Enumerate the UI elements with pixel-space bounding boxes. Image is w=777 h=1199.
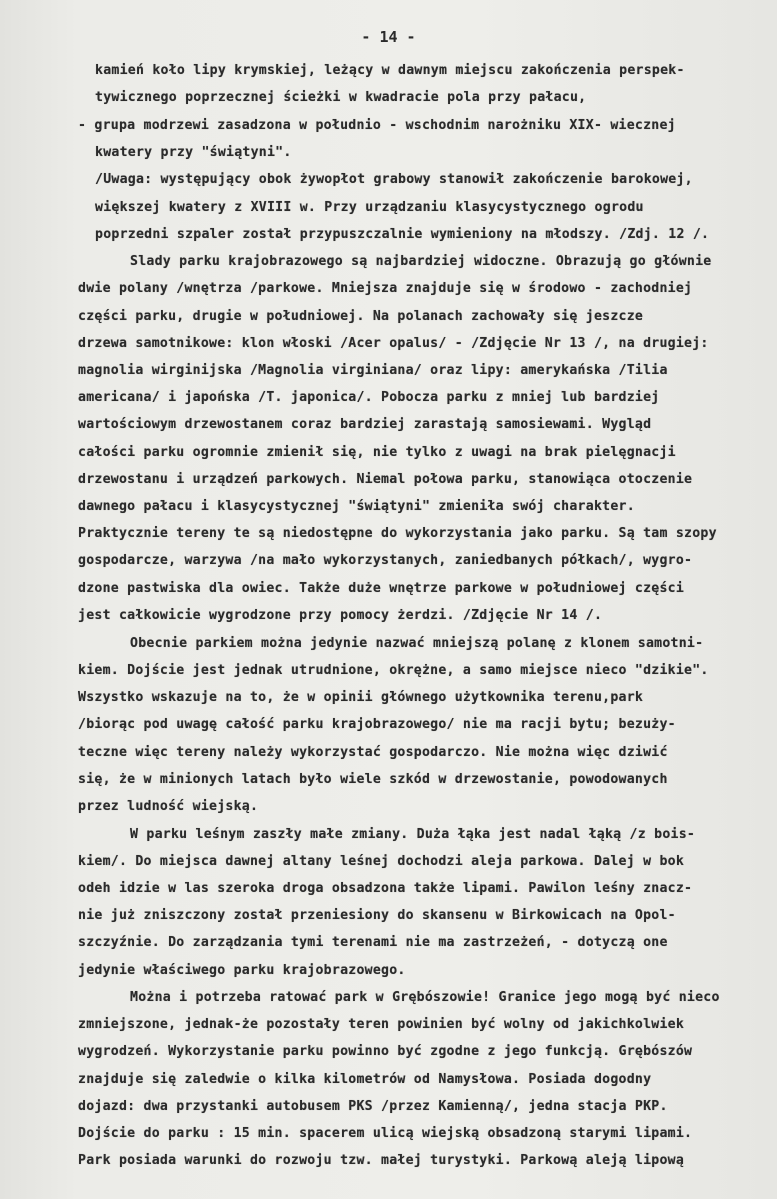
text-line: wartościowym drzewostanem coraz bardziej zarastają samosiewami. Wygląd	[78, 417, 652, 432]
text-line: dwie polany /wnętrza /parkowe. Mniejsza znajduje się w środowo - zachodniej	[78, 281, 693, 296]
text-line: Dojście do parku : 15 min. spacerem ulicą wiejską obsadzoną starymi lipami.	[78, 1126, 693, 1141]
text-line: jedynie właściwego parku krajobrazowego.	[78, 963, 406, 978]
text-line: dojazd: dwa przystanki autobusem PKS /przez Kamienną/, jedna stacja PKP.	[78, 1099, 668, 1114]
text-line: znajduje się zaledwie o kilka kilometrów od Namysłowa. Posiada dogodny	[78, 1072, 652, 1087]
text-line: kiem/. Do miejsca dawnej altany leśnej dochodzi aleja parkowa. Dalej w bok	[78, 854, 685, 869]
text-line: magnolia wirginijska /Magnolia virginiana/ oraz lipy: amerykańska /Tilia	[78, 363, 668, 378]
text-line: całości parku ogromnie zmienił się, nie tylko z uwagi na brak pielęgnacji	[78, 445, 676, 460]
page-number: - 14 -	[361, 28, 416, 46]
text-line: teczne więc tereny należy wykorzystać gospodarczo. Nie można więc dziwić	[78, 745, 668, 760]
text-line: /Uwaga: występujący obok żywopłot grabowy stanowił zakończenie barokowej,	[95, 172, 693, 187]
text-line: americana/ i japońska /T. japonica/. Pobocza parku z mniej lub bardziej	[78, 390, 660, 405]
text-line: odeh idzie w las szeroka droga obsadzona także lipami. Pawilon leśny znacz-	[78, 881, 693, 896]
text-line: drzewostanu i urządzeń parkowych. Niemal połowa parku, stanowiąca otoczenie	[78, 472, 693, 487]
text-line: tywicznego poprzecznej ścieżki w kwadracie pola przy pałacu,	[95, 90, 587, 105]
text-line: Można i potrzeba ratować park w Grębószowie! Granice jego mogą być nieco	[130, 990, 720, 1005]
text-line: zmniejszone, jednak-że pozostały teren powinien być wolny od jakichkolwiek	[78, 1017, 685, 1032]
text-line: gospodarcze, warzywa /na mało wykorzystanych, zaniedbanych półkach/, wygro-	[78, 553, 693, 568]
text-line: nie już zniszczony został przeniesiony do skansenu w Birkowicach na Opol-	[78, 908, 676, 923]
text-line: Obecnie parkiem można jedynie nazwać mniejszą polanę z klonem samotni-	[130, 636, 704, 651]
text-line: części parku, drugie w południowej. Na polanach zachowały się jeszcze	[78, 309, 644, 324]
text-line: Praktycznie tereny te są niedostępne do wykorzystania jako parku. Są tam szopy	[78, 526, 717, 541]
text-line: W parku leśnym zaszły małe zmiany. Duża łąka jest nadal łąką /z bois-	[130, 827, 696, 842]
text-line: Park posiada warunki do rozwoju tzw. małej turystyki. Parkową aleją lipową	[78, 1153, 685, 1168]
text-line: jest całkowicie wygrodzone przy pomocy żerdzi. /Zdjęcie Nr 14 /.	[78, 608, 603, 623]
text-line: przez ludność wiejską.	[78, 799, 259, 814]
text-line: dawnego pałacu i klasycystycznej "świątyni" zmieniła swój charakter.	[78, 499, 635, 514]
text-line: kiem. Dojście jest jednak utrudnione, okrężne, a samo miejsce nieco "dzikie".	[78, 663, 709, 678]
text-line: się, że w minionych latach było wiele szkód w drzewostanie, powodowanych	[78, 772, 668, 787]
text-line: poprzedni szpaler został przypuszczalnie wymieniony na młodszy. /Zdj. 12 /.	[95, 227, 710, 242]
text-line: - grupa modrzewi zasadzona w południo - wschodnim narożniku XIX- wiecznej	[78, 118, 676, 133]
text-line: szczyźnie. Do zarządzania tymi terenami nie ma zastrzeżeń, - dotyczą one	[78, 935, 668, 950]
text-line: kamień koło lipy krymskiej, leżący w dawnym miejscu zakończenia perspek-	[95, 63, 685, 78]
text-line: /biorąc pod uwagę całość parku krajobrazowego/ nie ma racji bytu; bezuży-	[78, 717, 676, 732]
text-line: dzone pastwiska dla owiec. Także duże wnętrze parkowe w południowej części	[78, 581, 685, 596]
text-line: Wszystko wskazuje na to, że w opinii głównego użytkownika terenu,park	[78, 690, 644, 705]
text-line: wygrodzeń. Wykorzystanie parku powinno być zgodne z jego funkcją. Grębószów	[78, 1044, 693, 1059]
text-line: drzewa samotnikowe: klon włoski /Acer opalus/ - /Zdjęcie Nr 13 /, na drugiej:	[78, 336, 709, 351]
text-line: większej kwatery z XVIII w. Przy urządzaniu klasycystycznego ogrodu	[95, 200, 644, 215]
text-line: kwatery przy "świątyni".	[95, 145, 292, 160]
text-line: Slady parku krajobrazowego są najbardziej widoczne. Obrazują go głównie	[130, 254, 712, 269]
